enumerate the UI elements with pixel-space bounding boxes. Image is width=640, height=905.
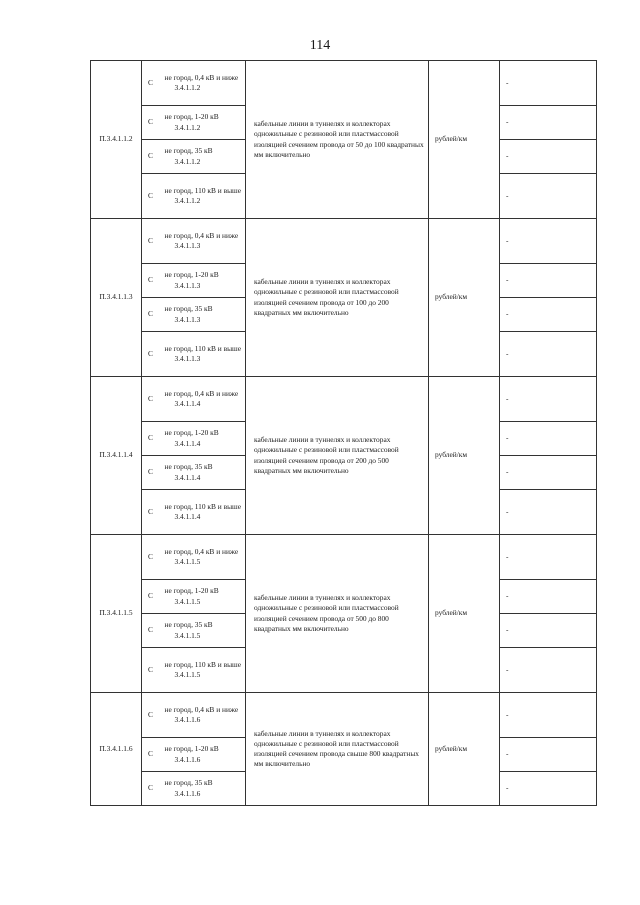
category-cell: С [142,490,162,535]
voltage-level-cell [162,490,246,535]
voltage-level-cell [162,377,246,422]
category-cell: С [142,580,162,614]
empty-cell [524,772,597,806]
empty-cell [524,456,597,490]
empty-cell [524,332,597,377]
empty-cell [524,693,597,738]
voltage-level-label: не город, 35 кВ [164,146,213,156]
voltage-level-label: не город, 1-20 кВ [164,744,219,754]
reference-code: 3.4.1.1.6 [174,715,201,724]
empty-cell [524,140,597,174]
category-cell: С [142,332,162,377]
category-cell: С [142,614,162,648]
empty-cell [524,422,597,456]
voltage-level-label: не город, 1-20 кВ [164,586,219,596]
voltage-level-cell [162,535,246,580]
value-cell: - [500,332,524,377]
unit-cell: рублей/км [429,219,500,377]
category-cell: С [142,219,162,264]
reference-code: 3.4.1.1.3 [174,280,201,290]
voltage-level-label: не город, 35 кВ [164,778,213,788]
voltage-level-cell [162,580,246,614]
voltage-level-label: не город, 1-20 кВ [164,428,219,438]
value-cell: - [500,106,524,140]
empty-cell [524,377,597,422]
category-cell: С [142,535,162,580]
voltage-level-label: не город, 0,4 кВ и ниже [164,230,239,240]
unit-cell: рублей/км [429,61,500,219]
voltage-level-cell [162,614,246,648]
category-cell: С [142,61,162,106]
voltage-level-label: не город, 110 кВ и выше [164,501,242,511]
reference-code: 3.4.1.1.3 [174,241,201,250]
reference-code: 3.4.1.1.6 [174,788,201,798]
description-cell: кабельные линии в туннелях и коллекторах одножильные с резиновой или пластмассовой изоляцией сечением провода свыше 800 квадратных мм включительно [246,693,429,806]
category-cell: С [142,738,162,772]
empty-cell [524,490,597,535]
value-cell: - [500,535,524,580]
category-cell: С [142,693,162,738]
page-number: 114 [309,38,331,53]
reference-code: 3.4.1.1.4 [174,399,201,408]
empty-cell [524,219,597,264]
category-cell: С [142,648,162,693]
voltage-level-cell [162,298,246,332]
description-cell: кабельные линии в туннелях и коллекторах одножильные с резиновой или пластмассовой изоляцией сечением провода от 200 до 500 квадратных мм включительно [246,377,429,535]
category-cell: С [142,772,162,806]
description-cell: кабельные линии в туннелях и коллекторах одножильные с резиновой или пластмассовой изоляцией сечением провода от 500 до 800 квадратных мм включительно [246,535,429,693]
value-cell: - [500,377,524,422]
voltage-level-label: не город, 0,4 кВ и ниже [164,388,239,398]
voltage-level-cell [162,106,246,140]
voltage-level-label: не город, 35 кВ [164,620,213,630]
value-cell: - [500,219,524,264]
table-row [91,535,597,580]
empty-cell [524,298,597,332]
voltage-level-cell [162,648,246,693]
voltage-level-label: не город, 110 кВ и выше [164,185,242,195]
reference-code: 3.4.1.1.3 [174,354,201,363]
category-cell: С [142,106,162,140]
item-code-cell: П.3.4.1.1.5 [91,535,142,693]
reference-code: 3.4.1.1.2 [174,196,201,205]
voltage-level-cell [162,264,246,298]
voltage-level-label: не город, 0,4 кВ и ниже [164,546,239,556]
reference-code: 3.4.1.1.4 [174,438,201,448]
category-cell: С [142,422,162,456]
reference-code: 3.4.1.1.4 [174,472,201,482]
item-code-cell: П.3.4.1.1.2 [91,61,142,219]
table-row [91,61,597,106]
voltage-level-cell [162,219,246,264]
empty-cell [524,580,597,614]
description-cell: кабельные линии в туннелях и коллекторах одножильные с резиновой или пластмассовой изоляцией сечением провода от 100 до 200 квадратных мм включительно [246,219,429,377]
empty-cell [524,738,597,772]
voltage-level-label: не город, 1-20 кВ [164,112,219,122]
value-cell: - [500,738,524,772]
empty-cell [524,61,597,106]
category-cell: С [142,264,162,298]
reference-code: 3.4.1.1.6 [174,754,201,764]
empty-cell [524,174,597,219]
category-cell: С [142,174,162,219]
value-cell: - [500,298,524,332]
tariff-table [90,60,597,806]
voltage-level-label: не город, 110 кВ и выше [164,343,242,353]
voltage-level-label: не город, 0,4 кВ и ниже [164,704,239,714]
voltage-level-label: не город, 0,4 кВ и ниже [164,72,239,82]
reference-code: 3.4.1.1.4 [174,512,201,521]
category-cell: С [142,298,162,332]
table-row [91,219,597,264]
value-cell: - [500,693,524,738]
value-cell: - [500,264,524,298]
voltage-level-cell [162,422,246,456]
item-code-cell: П.3.4.1.1.6 [91,693,142,806]
category-cell: С [142,456,162,490]
empty-cell [524,106,597,140]
voltage-level-label: не город, 35 кВ [164,304,213,314]
value-cell: - [500,174,524,219]
table-row [91,693,597,738]
reference-code: 3.4.1.1.2 [174,83,201,92]
unit-cell: рублей/км [429,535,500,693]
table-row [91,377,597,422]
reference-code: 3.4.1.1.5 [174,557,201,566]
reference-code: 3.4.1.1.5 [174,670,201,679]
reference-code: 3.4.1.1.2 [174,122,201,132]
voltage-level-label: не город, 110 кВ и выше [164,659,242,669]
item-code-cell: П.3.4.1.1.3 [91,219,142,377]
value-cell: - [500,61,524,106]
voltage-level-cell [162,456,246,490]
empty-cell [524,535,597,580]
item-code-cell: П.3.4.1.1.4 [91,377,142,535]
voltage-level-cell [162,772,246,806]
category-cell: С [142,377,162,422]
value-cell: - [500,490,524,535]
empty-cell [524,264,597,298]
value-cell: - [500,422,524,456]
value-cell: - [500,456,524,490]
voltage-level-label: не город, 35 кВ [164,462,213,472]
voltage-level-cell [162,693,246,738]
reference-code: 3.4.1.1.5 [174,630,201,640]
voltage-level-cell [162,738,246,772]
voltage-level-cell [162,61,246,106]
category-cell: С [142,140,162,174]
empty-cell [524,648,597,693]
description-cell: кабельные линии в туннелях и коллекторах одножильные с резиновой или пластмассовой изоляцией сечением провода от 50 до 100 квадратных мм включительно [246,61,429,219]
unit-cell: рублей/км [429,693,500,806]
reference-code: 3.4.1.1.3 [174,314,201,324]
unit-cell: рублей/км [429,377,500,535]
value-cell: - [500,580,524,614]
voltage-level-cell [162,140,246,174]
empty-cell [524,614,597,648]
value-cell: - [500,772,524,806]
voltage-level-label: не город, 1-20 кВ [164,270,219,280]
value-cell: - [500,140,524,174]
voltage-level-cell [162,332,246,377]
value-cell: - [500,648,524,693]
reference-code: 3.4.1.1.5 [174,596,201,606]
value-cell: - [500,614,524,648]
reference-code: 3.4.1.1.2 [174,156,201,166]
voltage-level-cell [162,174,246,219]
